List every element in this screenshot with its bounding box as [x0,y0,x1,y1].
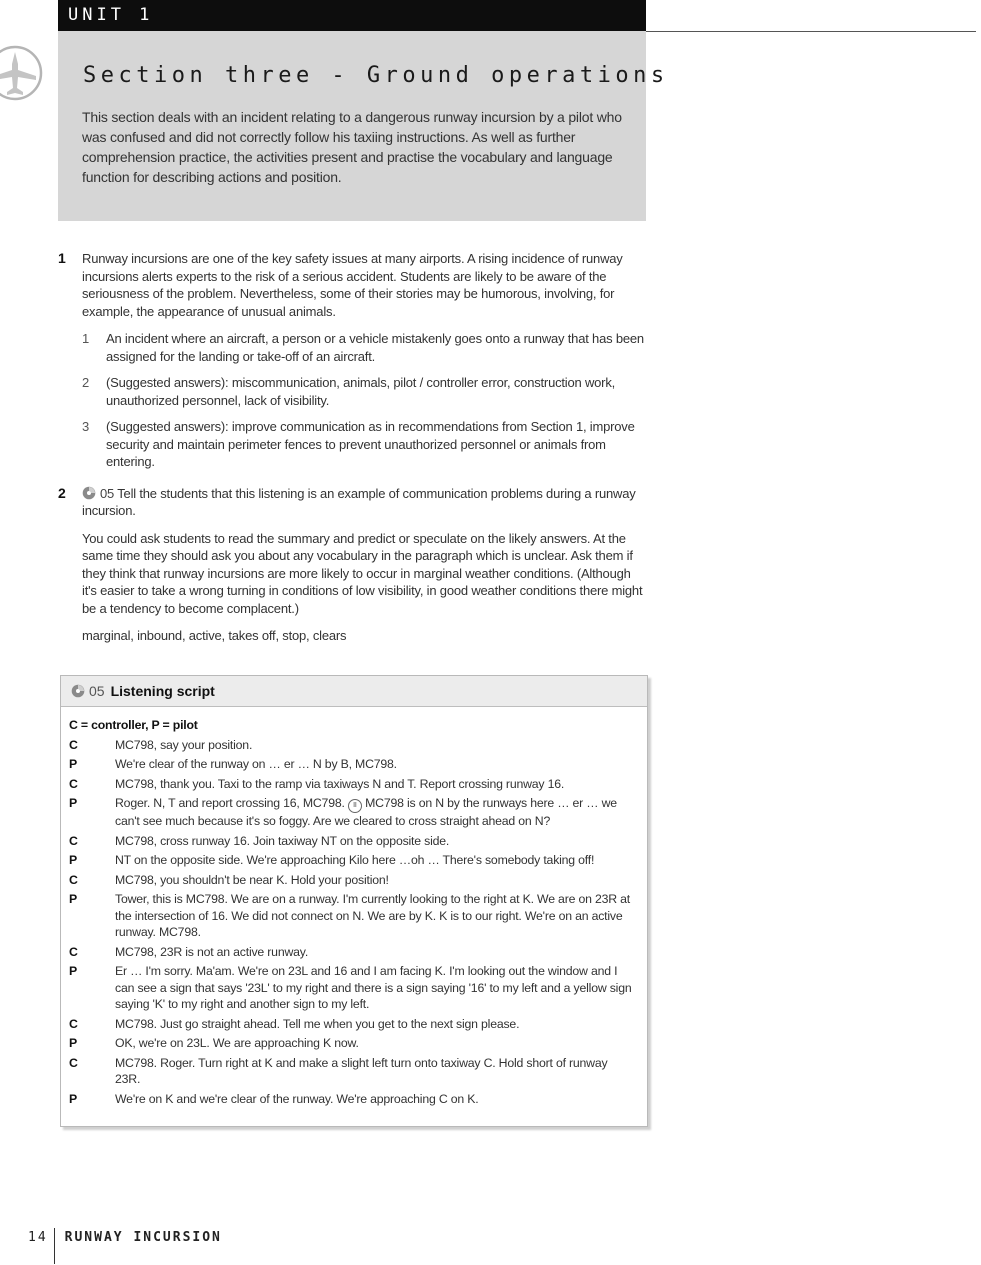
question-number: 1 [58,250,66,266]
page-footer [28,1228,222,1264]
question-2-answers: marginal, inbound, active, takes off, stop, clears [82,628,347,643]
listening-script-header [61,676,647,707]
answer-text: (Suggested answers): miscommunication, animals, pilot / controller error, construction work, unauthorized personnel, lack of visibility. [106,375,616,408]
script-line [69,1035,633,1052]
teacher-notes [58,250,648,655]
utterance: MC798, 23R is not an active runway. [115,944,309,959]
question-1-text: Runway incursions are one of the key safety issues at many airports. A rising incidence of runway incursions alerts experts to the risk of a serious accident. Students are likely to be aware of the seriousness of the problem. Nevertheless, some of their stories may be humorous, involving, for example, the appearance of unusual animals. [82,251,623,319]
utterance: MC798, cross runway 16. Join taxiway NT on the opposite side. [115,833,450,848]
script-line [69,852,633,869]
speaker: C [69,776,78,791]
answer-item [82,330,648,365]
speaker: P [69,1036,78,1050]
answer-text: (Suggested answers): improve communication as in recommendations from Section 1, improve security and maintain perimeter fences to prevent unauthorized personnel or animals from entering. [106,419,635,469]
pause-icon: II [348,799,362,813]
script-line [69,891,633,941]
answer-item [82,374,648,409]
utterance-part: Roger. N, T and report crossing 16, MC798. [115,796,345,810]
speaker: P [69,1091,78,1106]
audio-cd-icon [82,486,96,500]
script-line [69,944,633,961]
answer-text: An incident where an aircraft, a person or a vehicle mistakenly goes onto a runway that has been assigned for the landing or take-off of an aircraft. [106,331,644,364]
speaker: P [69,964,78,978]
speaker-legend: C = controller, P = pilot [69,718,198,732]
utterance: Tower, this is MC798. We are on a runway. I'm currently looking to the right at K. We are on 23R at the intersection of 16. We did not connect on N. We are by K. K is to our right. We're on an active runway. MC798. [115,892,630,939]
track-number: 05 [89,683,105,699]
speaker: P [69,757,78,771]
header-rule [646,31,976,32]
airplane-icon [0,44,44,102]
listening-script-box [60,675,648,1127]
speaker: C [69,944,78,959]
utterance: MC798, say your position. [115,737,253,752]
question-2-intro [82,485,648,520]
audio-cd-icon [71,684,85,698]
listening-script-body [61,707,647,1107]
utterance-part: MC798 is on N by the runways here … er … we can't see much because it's so foggy. Are we cleared to cross straight ahead on N? [115,796,617,828]
answer-number: 3 [82,419,90,434]
script-line [69,737,633,754]
section-title: Section three - Ground operations [83,63,669,88]
speaker: C [69,833,78,848]
question-2-paragraph: You could ask students to read the summary and predict or speculate on the likely answers. At the same time they should ask you about any vocabulary in the paragraph which is unclear. Ask them if they think that runway incursions are more likely to occur in marginal weather conditions. (Although it's easier to take a wrong turning in conditions of low visibility, in good weather conditions there might be a tendency to become complacent.) [82,530,643,616]
utterance: We're on K and we're clear of the runway. We're approaching C on K. [115,1091,479,1106]
speaker: P [69,853,78,867]
utterance: Er … I'm sorry. Ma'am. We're on 23L and 16 and I am facing K. I'm looking out the window and I can see a sign that says '23L' to my right and there is a sign saying '16' to my left and a yellow sign saying 'K' to my right and another sign to my left. [115,964,632,1011]
answer-item [82,418,648,471]
script-line [69,833,633,850]
listening-script-title: Listening script [110,683,215,699]
script-line [69,795,633,830]
footer-divider [54,1228,55,1264]
speaker: P [69,796,78,810]
utterance: MC798. Just go straight ahead. Tell me when you get to the next sign please. [115,1016,520,1031]
utterance: MC798, thank you. Taxi to the ramp via taxiways N and T. Report crossing runway 16. [115,776,565,791]
script-line [69,963,633,1013]
script-line [69,872,633,889]
utterance: MC798, you shouldn't be near K. Hold your position! [115,872,389,887]
question-2 [58,485,648,645]
page-number: 14 [28,1230,48,1245]
speaker: C [69,1016,78,1031]
question-1 [58,250,648,471]
speaker: P [69,892,78,906]
script-line [69,1016,633,1033]
question-2-intro-text: Tell the students that this listening is an example of communication problems during a runway incursion. [82,485,636,518]
answer-number: 2 [82,375,90,390]
script-line [69,1091,633,1108]
running-title: RUNWAY INCURSION [64,1230,222,1245]
section-intro: This section deals with an incident relating to a dangerous runway incursion by a pilot who was confused and did not correctly follow his taxiing instructions. As well as further comprehension practice, the activities present and practise the vocabulary and language function for describing actions and position. [82,109,622,185]
speaker: C [69,1055,78,1070]
utterance: We're clear of the runway on … er … N by B, MC798. [115,757,397,771]
utterance: OK, we're on 23L. We are approaching K now. [115,1036,359,1050]
speaker: C [69,737,78,752]
utterance [115,795,633,830]
utterance: MC798. Roger. Turn right at K and make a slight left turn onto taxiway C. Hold short of runway 23R. [115,1055,608,1086]
unit-label: UNIT 1 [58,0,646,31]
answer-number: 1 [82,331,90,346]
script-line [69,776,633,793]
utterance: NT on the opposite side. We're approaching Kilo here …oh … There's somebody taking off! [115,853,595,867]
section-header-box [58,31,669,221]
track-number: 05 [100,485,115,501]
speaker: C [69,872,78,887]
script-line [69,756,633,773]
script-line [69,1055,633,1088]
question-number: 2 [58,484,66,501]
